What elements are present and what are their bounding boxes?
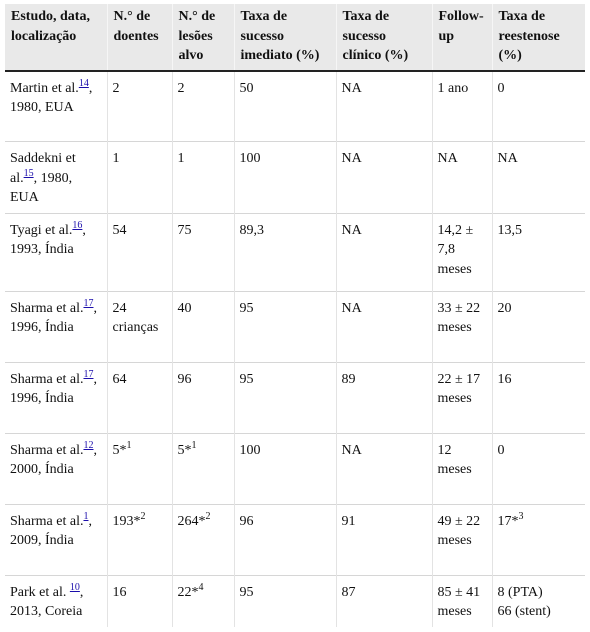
studies-table: [5, 4, 585, 627]
study-author: Sharma et al.: [10, 442, 84, 458]
cell-lesions: [172, 213, 234, 291]
cell-patients: [107, 291, 172, 362]
study-date-location: , 2009, Índia: [10, 513, 92, 548]
table-row: [5, 575, 585, 627]
lesions-value: 264*: [177, 513, 206, 529]
cell-follow-up: [432, 213, 492, 291]
immediate-success-value: 50: [239, 80, 254, 96]
header-restenosis: Taxa de reestenose (%): [492, 4, 585, 71]
table-row: [5, 213, 585, 291]
cell-restenosis: [492, 142, 585, 214]
clinical-success-value: NA: [341, 151, 362, 166]
cell-restenosis: [492, 213, 585, 291]
study-date-location: , 1993, Índia: [10, 222, 86, 257]
follow-up-value: 85 ± 41 meses: [437, 584, 481, 619]
cell-patients: [107, 575, 172, 627]
immediate-success-value: 100: [239, 442, 261, 458]
study-date-location: , 1996, Índia: [10, 371, 97, 406]
cell-clinical-success: [336, 142, 432, 214]
lesions-value: 75: [177, 222, 192, 238]
table-header-row: [5, 4, 585, 71]
cell-study: [5, 142, 107, 214]
study-date-location: , 2000, Índia: [10, 442, 97, 477]
clinical-success-value: NA: [341, 222, 362, 238]
clinical-success-value: NA: [341, 80, 362, 96]
cell-study: [5, 362, 107, 433]
cell-study: [5, 213, 107, 291]
header-immediate-success: Taxa de sucesso imediato (%): [234, 4, 336, 71]
footnote-marker: 2: [140, 510, 146, 522]
footnote-marker: 4: [198, 581, 204, 593]
cell-study: [5, 433, 107, 504]
cell-restenosis: [492, 291, 585, 362]
clinical-success-value: 87: [341, 584, 356, 600]
cell-immediate-success: [234, 362, 336, 433]
patients-value: 24 crianças: [112, 300, 159, 335]
study-date-location: , 1996, Índia: [10, 300, 97, 335]
cell-follow-up: [432, 504, 492, 575]
follow-up-value: 14,2 ± 7,8 meses: [437, 222, 474, 277]
lesions-value: 1: [177, 151, 185, 166]
cell-restenosis: [492, 504, 585, 575]
study-author: Sharma et al.: [10, 513, 84, 529]
header-follow-up: Follow-up: [432, 4, 492, 71]
patients-value: 2: [112, 80, 120, 96]
cell-restenosis: [492, 71, 585, 142]
footnote-marker: 3: [518, 510, 524, 522]
patients-value: 193*: [112, 513, 141, 529]
cell-follow-up: [432, 71, 492, 142]
lesions-value: 5*: [177, 442, 192, 458]
follow-up-value: NA: [437, 151, 458, 166]
footnote-marker: 1: [191, 439, 197, 451]
cell-follow-up: [432, 433, 492, 504]
cell-clinical-success: [336, 213, 432, 291]
header-lesions: N.° de lesões alvo: [172, 4, 234, 71]
study-author: Sharma et al.: [10, 371, 84, 387]
immediate-success-value: 100: [239, 151, 261, 166]
cell-lesions: [172, 142, 234, 214]
follow-up-value: 12 meses: [437, 442, 472, 477]
restenosis-extra-value: 66 (stent): [497, 604, 551, 619]
cell-restenosis: [492, 433, 585, 504]
immediate-success-value: 96: [239, 513, 254, 529]
study-author: Park et al.: [10, 584, 70, 600]
follow-up-value: 33 ± 22 meses: [437, 300, 481, 335]
cell-immediate-success: [234, 71, 336, 142]
reference-link[interactable]: 1: [83, 510, 89, 522]
clinical-success-value: 91: [341, 513, 356, 529]
lesions-value: 22*: [177, 584, 199, 600]
cell-lesions: [172, 433, 234, 504]
reference-link[interactable]: 15: [23, 167, 34, 179]
header-clinical-success: Taxa de sucesso clínico (%): [336, 4, 432, 71]
footnote-marker: 1: [126, 439, 132, 451]
restenosis-value: 20: [497, 300, 512, 316]
study-date-location: , 2013, Coreia: [10, 584, 84, 619]
table-row: [5, 291, 585, 362]
cell-restenosis: [492, 362, 585, 433]
reference-link[interactable]: 12: [83, 439, 94, 451]
follow-up-value: 49 ± 22 meses: [437, 513, 481, 548]
restenosis-value: 0: [497, 80, 505, 96]
cell-study: [5, 504, 107, 575]
cell-study: [5, 291, 107, 362]
clinical-success-value: 89: [341, 371, 356, 387]
cell-lesions: [172, 504, 234, 575]
restenosis-value: NA: [497, 151, 518, 166]
cell-immediate-success: [234, 433, 336, 504]
cell-clinical-success: [336, 575, 432, 627]
cell-immediate-success: [234, 291, 336, 362]
immediate-success-value: 89,3: [239, 222, 264, 238]
restenosis-value: 13,5: [497, 222, 522, 238]
study-author: Martin et al.: [10, 80, 79, 96]
lesions-value: 96: [177, 371, 192, 387]
restenosis-value: 16: [497, 371, 512, 387]
cell-immediate-success: [234, 213, 336, 291]
footnote-marker: 2: [205, 510, 211, 522]
cell-immediate-success: [234, 575, 336, 627]
restenosis-value: 0: [497, 442, 505, 458]
cell-patients: [107, 362, 172, 433]
study-author: Saddekni et al.: [10, 151, 76, 186]
cell-immediate-success: [234, 504, 336, 575]
cell-patients: [107, 71, 172, 142]
cell-lesions: [172, 575, 234, 627]
cell-follow-up: [432, 291, 492, 362]
study-date-location: , 1980, EUA: [10, 170, 73, 205]
cell-lesions: [172, 362, 234, 433]
restenosis-value: 17*: [497, 513, 519, 529]
study-date-location: , 1980, EUA: [10, 80, 93, 115]
patients-value: 16: [112, 584, 127, 600]
immediate-success-value: 95: [239, 300, 254, 316]
clinical-success-value: NA: [341, 442, 362, 458]
reference-link[interactable]: 17: [83, 368, 94, 380]
cell-follow-up: [432, 362, 492, 433]
study-author: Tyagi et al.: [10, 222, 73, 238]
restenosis-value: 8 (PTA): [497, 584, 543, 600]
reference-link[interactable]: 17: [83, 297, 94, 309]
patients-value: 1: [112, 151, 120, 166]
reference-link[interactable]: 14: [78, 77, 89, 89]
cell-clinical-success: [336, 362, 432, 433]
cell-clinical-success: [336, 291, 432, 362]
reference-link[interactable]: 16: [72, 219, 83, 231]
patients-value: 5*: [112, 442, 127, 458]
cell-patients: [107, 213, 172, 291]
lesions-value: 40: [177, 300, 192, 316]
cell-patients: [107, 433, 172, 504]
patients-value: 54: [112, 222, 127, 238]
table-row: [5, 504, 585, 575]
cell-clinical-success: [336, 504, 432, 575]
cell-immediate-success: [234, 142, 336, 214]
clinical-success-value: NA: [341, 300, 362, 316]
cell-clinical-success: [336, 433, 432, 504]
cell-patients: [107, 504, 172, 575]
immediate-success-value: 95: [239, 584, 254, 600]
cell-lesions: [172, 71, 234, 142]
study-author: Sharma et al.: [10, 300, 84, 316]
follow-up-value: 1 ano: [437, 80, 469, 96]
follow-up-value: 22 ± 17 meses: [437, 371, 481, 406]
immediate-success-value: 95: [239, 371, 254, 387]
cell-follow-up: [432, 575, 492, 627]
table-row: [5, 433, 585, 504]
patients-value: 64: [112, 371, 127, 387]
table-row: [5, 71, 585, 142]
cell-study: [5, 71, 107, 142]
table-row: [5, 362, 585, 433]
cell-lesions: [172, 291, 234, 362]
cell-restenosis: [492, 575, 585, 627]
table-row: [5, 142, 585, 214]
header-study: Estudo, data, localização: [5, 4, 107, 71]
cell-study: [5, 575, 107, 627]
cell-clinical-success: [336, 71, 432, 142]
header-patients: N.° de doentes: [107, 4, 172, 71]
cell-follow-up: [432, 142, 492, 214]
reference-link[interactable]: 10: [69, 581, 80, 593]
lesions-value: 2: [177, 80, 185, 96]
cell-patients: [107, 142, 172, 214]
